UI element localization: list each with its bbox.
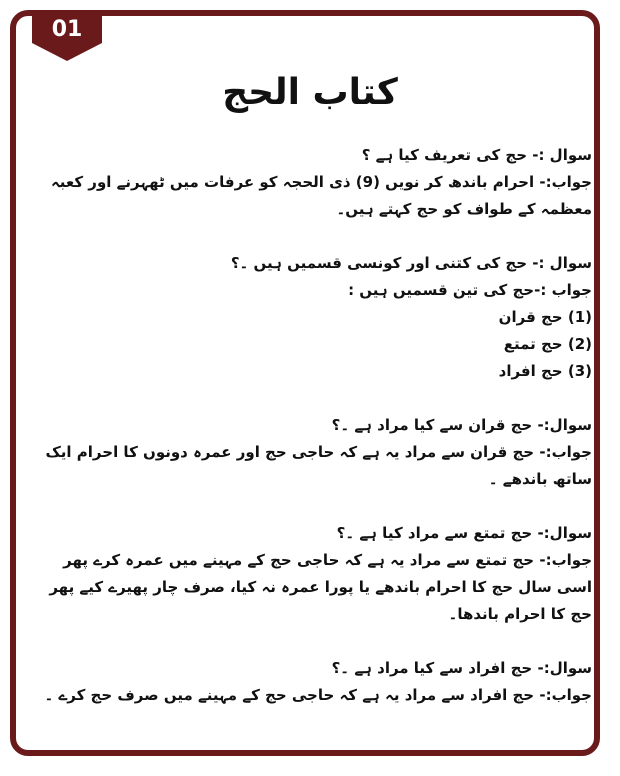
answer-2: جواب :-حج کی تین قسمیں ہیں :: [348, 281, 592, 299]
qa-block-4: [32, 520, 592, 628]
list-item: (2) حج تمتع: [503, 335, 592, 353]
answer-4: جواب:- حج تمتع سے مراد یہ ہے کہ حاجی حج کے مہینے میں عمرہ کرے پھر اسی سال حج کا احرام باندھے یا پورا عمرہ نہ کیا، صرف چار پھیرے کیے پھر حج کا احرام باندھا۔: [49, 551, 592, 623]
qa-block-1: [32, 142, 592, 223]
chapter-number: 01: [51, 17, 83, 42]
question-1: سوال :- حج کی تعریف کیا ہے ؟: [361, 146, 592, 164]
list-item: (1) حج قران: [498, 308, 592, 326]
question-5: سوال:- حج افراد سے کیا مراد ہے ۔؟: [331, 659, 592, 677]
hajj-types-list: [32, 304, 592, 385]
qa-block-2: [32, 250, 592, 385]
qa-block-3: [32, 412, 592, 493]
answer-1: جواب:- احرام باندھ کر نویں (9) ذی الحجہ کو عرفات میں ٹھہرنے اور کعبہ معظمہ کے طواف کو حج کہتے ہیں۔: [50, 173, 592, 218]
list-item: (3) حج افراد: [498, 362, 592, 380]
question-4: سوال:- حج تمتع سے مراد کیا ہے ۔؟: [336, 524, 592, 542]
question-2: سوال :- حج کی کتنی اور کونسی قسمیں ہیں ۔؟: [230, 254, 592, 272]
qa-block-5: [32, 655, 592, 709]
page-title: کتاب الحج: [222, 72, 398, 113]
answer-5: جواب:- حج افراد سے مراد یہ ہے کہ حاجی حج کے مہینے میں صرف حج کرے ۔: [44, 686, 592, 704]
question-3: سوال:- حج قران سے کیا مراد ہے ۔؟: [331, 416, 592, 434]
qa-content: [32, 142, 592, 736]
answer-3: جواب:- حج قران سے مراد یہ ہے کہ حاجی حج اور عمرہ دونوں کا احرام ایک ساتھ باندھے ۔: [45, 443, 592, 488]
